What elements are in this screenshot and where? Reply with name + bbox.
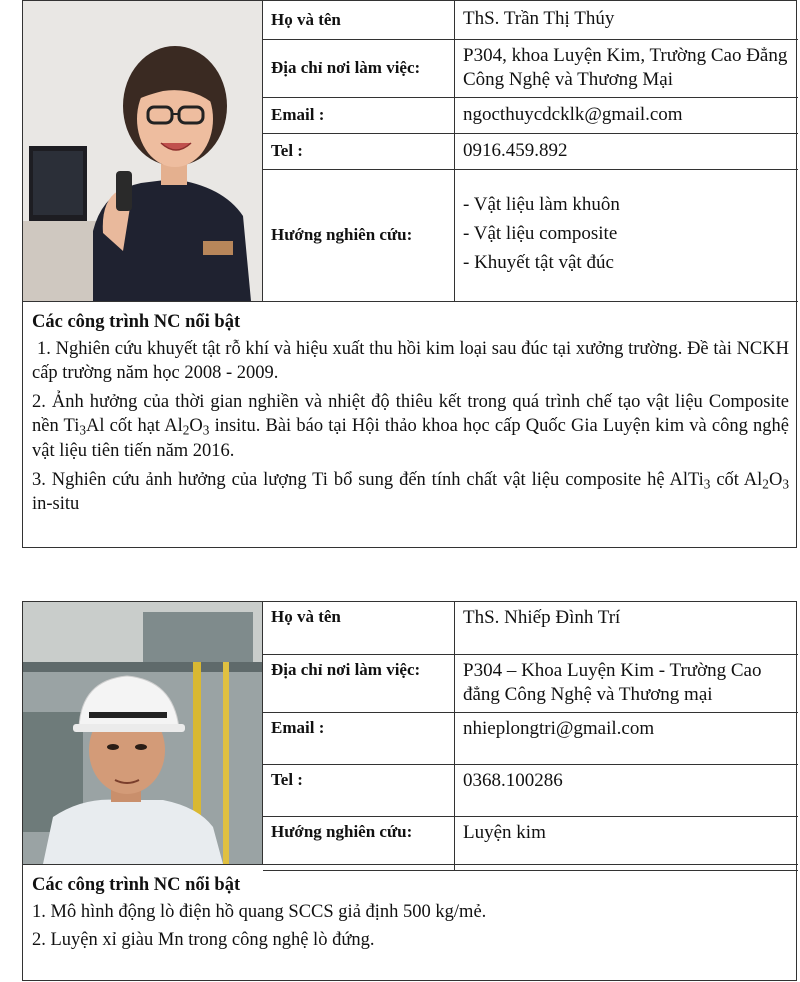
works-section-1 [23, 301, 798, 547]
work-item-1: 1. Mô hình động lò điện hồ quang SCCS giả định 500 kg/mẻ. [32, 901, 487, 922]
address-value: P304 – Khoa Luyện Kim - Trường Cao đẳng Công Nghệ và Thương mại [455, 654, 799, 712]
tel-value: 0368.100286 [455, 764, 799, 816]
address-label: Địa chỉ nơi làm việc: [263, 654, 455, 712]
woman-portrait-image [23, 1, 263, 301]
tel-label: Tel : [263, 133, 455, 169]
research-item: - Khuyết tật vật đúc [463, 251, 614, 273]
works-section-2 [23, 864, 798, 982]
research-item: - Vật liệu làm khuôn [463, 194, 620, 216]
info-table-1 [263, 1, 798, 302]
profile-photo-2 [23, 602, 263, 864]
researcher-card-2 [22, 601, 797, 981]
email-value[interactable]: ngocthuycdcklk@gmail.com [455, 97, 799, 133]
researcher-card-1 [22, 0, 797, 548]
email-label: Email : [263, 97, 455, 133]
works-title: Các công trình NC nổi bật [32, 875, 241, 895]
name-label: Họ và tên [263, 1, 455, 39]
name-value: ThS. Trần Thị Thúy [455, 1, 799, 39]
profile-photo-1 [23, 1, 263, 301]
tel-value: 0916.459.892 [455, 133, 799, 169]
research-label: Hướng nghiên cứu: [263, 169, 455, 301]
name-label: Họ và tên [263, 602, 455, 654]
research-value: Luyện kim [455, 816, 799, 870]
works-title: Các công trình NC nổi bật [32, 312, 241, 332]
name-value: ThS. Nhiếp Đình Trí [455, 602, 799, 654]
work-item-2: 2. Ảnh hưởng của thời gian nghiền và nhiệt độ thiêu kết trong quá trình chế tạo vật liệu Composite nền $Ti_3Al$ cốt hạt $Al_2O_3$ insitu. Bài báo tại Hội thảo khoa học cấp Quốc Gia Luyện kim và công nghệ vật liệu tiên tiến năm 2016. [32, 391, 789, 461]
work-item-1: 1. Nghiên cứu khuyết tật rỗ khí và hiệu xuất thu hồi kim loại sau đúc tại xưởng trường. Đề tài NCKH cấp trường năm học 2008 - 2009. [32, 338, 789, 384]
email-value[interactable]: nhieplongtri@gmail.com [455, 712, 799, 764]
info-table-2 [263, 602, 798, 871]
man-portrait-image [23, 602, 263, 864]
address-value: P304, khoa Luyện Kim, Trường Cao Đẳng Công Nghệ và Thương Mại [455, 39, 799, 97]
research-value [455, 169, 799, 301]
research-item: - Vật liệu composite [463, 223, 618, 245]
address-label: Địa chỉ nơi làm việc: [263, 39, 455, 97]
email-label: Email : [263, 712, 455, 764]
work-item-3: 3. Nghiên cứu ảnh hưởng của lượng Ti bổ sung đến tính chất vật liệu composite hệ AlTi$_3$ cốt $Al_2O_3$ in-situ [32, 469, 789, 515]
tel-label: Tel : [263, 764, 455, 816]
work-item-2: 2. Luyện xỉ giàu Mn trong công nghệ lò đứng. [32, 930, 375, 951]
research-label: Hướng nghiên cứu: [263, 816, 455, 870]
research-list [463, 193, 790, 275]
